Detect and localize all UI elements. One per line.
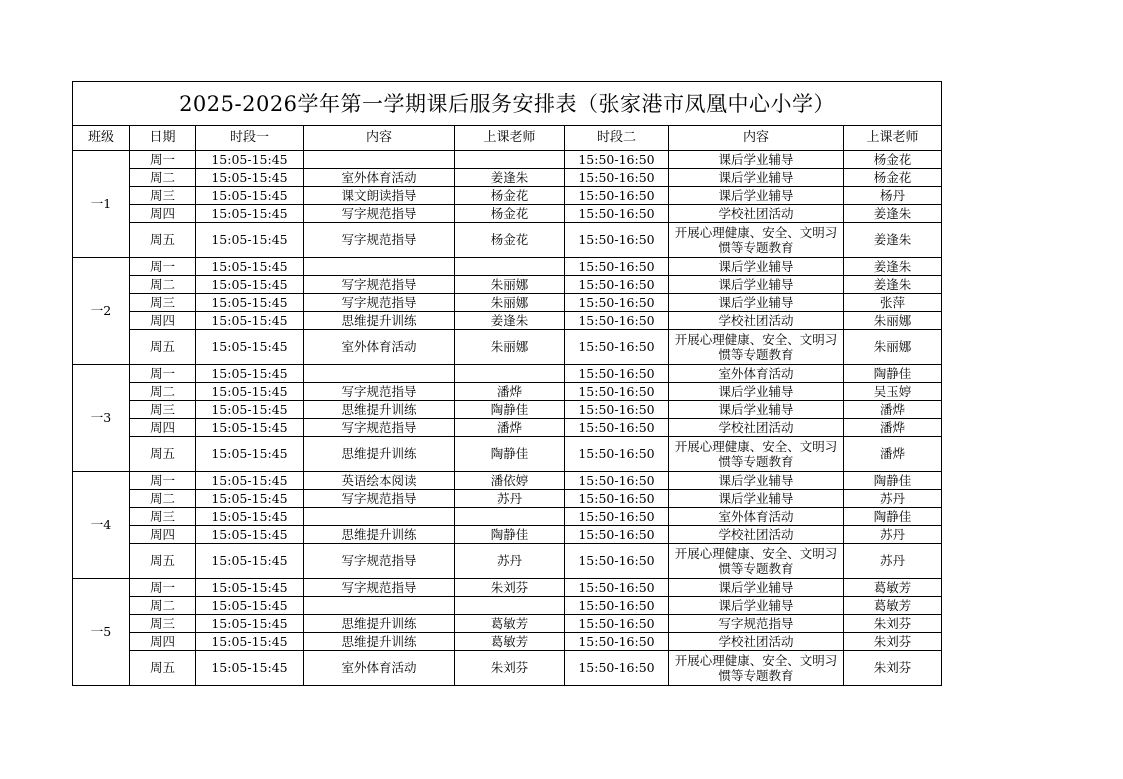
teacher-2-cell: 张萍 bbox=[844, 294, 942, 312]
table-row bbox=[73, 383, 942, 401]
schedule-body bbox=[73, 82, 942, 686]
title-row bbox=[73, 82, 942, 126]
period-1-cell: 15:05-15:45 bbox=[196, 651, 304, 686]
content-2-cell: 室外体育活动 bbox=[669, 508, 844, 526]
period-1-cell: 15:05-15:45 bbox=[196, 383, 304, 401]
teacher-1-cell: 苏丹 bbox=[455, 490, 565, 508]
period-2-cell: 15:50-16:50 bbox=[565, 294, 669, 312]
teacher-1-cell: 葛敏芳 bbox=[455, 633, 565, 651]
teacher-1-cell: 朱丽娜 bbox=[455, 330, 565, 365]
teacher-2-cell: 葛敏芳 bbox=[844, 597, 942, 615]
teacher-2-cell: 苏丹 bbox=[844, 526, 942, 544]
day-cell: 周二 bbox=[130, 383, 196, 401]
day-cell: 周二 bbox=[130, 169, 196, 187]
period-2-cell: 15:50-16:50 bbox=[565, 223, 669, 258]
content-1-cell: 思维提升训练 bbox=[304, 437, 455, 472]
header-class: 班级 bbox=[73, 126, 130, 151]
teacher-2-cell: 朱刘芬 bbox=[844, 651, 942, 686]
teacher-2-cell: 姜逢朱 bbox=[844, 205, 942, 223]
period-2-cell: 15:50-16:50 bbox=[565, 365, 669, 383]
content-2-cell: 开展心理健康、安全、文明习惯等专题教育 bbox=[669, 330, 844, 365]
period-2-cell: 15:50-16:50 bbox=[565, 205, 669, 223]
content-2-cell: 课后学业辅导 bbox=[669, 169, 844, 187]
period-1-cell: 15:05-15:45 bbox=[196, 276, 304, 294]
day-cell: 周一 bbox=[130, 151, 196, 169]
content-1-cell: 写字规范指导 bbox=[304, 579, 455, 597]
day-cell: 周三 bbox=[130, 401, 196, 419]
period-2-cell: 15:50-16:50 bbox=[565, 383, 669, 401]
header-date: 日期 bbox=[130, 126, 196, 151]
teacher-2-cell: 葛敏芳 bbox=[844, 579, 942, 597]
teacher-2-cell: 朱刘芬 bbox=[844, 633, 942, 651]
day-cell: 周五 bbox=[130, 437, 196, 472]
table-row bbox=[73, 365, 942, 383]
teacher-1-cell: 姜逢朱 bbox=[455, 169, 565, 187]
period-2-cell: 15:50-16:50 bbox=[565, 401, 669, 419]
header-period-2: 时段二 bbox=[565, 126, 669, 151]
content-2-cell: 课后学业辅导 bbox=[669, 276, 844, 294]
content-1-cell: 写字规范指导 bbox=[304, 223, 455, 258]
teacher-2-cell: 苏丹 bbox=[844, 544, 942, 579]
teacher-2-cell: 吴玉婷 bbox=[844, 383, 942, 401]
day-cell: 周四 bbox=[130, 312, 196, 330]
period-1-cell: 15:05-15:45 bbox=[196, 258, 304, 276]
content-1-cell bbox=[304, 597, 455, 615]
period-1-cell: 15:05-15:45 bbox=[196, 312, 304, 330]
content-1-cell: 室外体育活动 bbox=[304, 330, 455, 365]
table-row bbox=[73, 579, 942, 597]
day-cell: 周三 bbox=[130, 187, 196, 205]
teacher-1-cell: 杨金花 bbox=[455, 223, 565, 258]
period-1-cell: 15:05-15:45 bbox=[196, 223, 304, 258]
table-row bbox=[73, 472, 942, 490]
period-1-cell: 15:05-15:45 bbox=[196, 490, 304, 508]
table-row bbox=[73, 312, 942, 330]
period-1-cell: 15:05-15:45 bbox=[196, 401, 304, 419]
table-row bbox=[73, 401, 942, 419]
table-row bbox=[73, 151, 942, 169]
teacher-2-cell: 陶静佳 bbox=[844, 508, 942, 526]
teacher-1-cell bbox=[455, 597, 565, 615]
header-row bbox=[73, 126, 942, 151]
day-cell: 周四 bbox=[130, 419, 196, 437]
class-name-cell: 一2 bbox=[73, 258, 130, 365]
table-row bbox=[73, 615, 942, 633]
class-name-cell: 一4 bbox=[73, 472, 130, 579]
period-2-cell: 15:50-16:50 bbox=[565, 615, 669, 633]
header-content-1: 内容 bbox=[304, 126, 455, 151]
content-1-cell: 课文朗读指导 bbox=[304, 187, 455, 205]
period-2-cell: 15:50-16:50 bbox=[565, 187, 669, 205]
period-1-cell: 15:05-15:45 bbox=[196, 615, 304, 633]
day-cell: 周四 bbox=[130, 526, 196, 544]
period-2-cell: 15:50-16:50 bbox=[565, 472, 669, 490]
period-2-cell: 15:50-16:50 bbox=[565, 544, 669, 579]
content-1-cell: 写字规范指导 bbox=[304, 419, 455, 437]
table-row bbox=[73, 294, 942, 312]
table-row bbox=[73, 330, 942, 365]
teacher-1-cell: 葛敏芳 bbox=[455, 615, 565, 633]
teacher-2-cell: 姜逢朱 bbox=[844, 258, 942, 276]
teacher-2-cell: 朱丽娜 bbox=[844, 330, 942, 365]
table-row bbox=[73, 633, 942, 651]
content-2-cell: 开展心理健康、安全、文明习惯等专题教育 bbox=[669, 437, 844, 472]
table-row bbox=[73, 205, 942, 223]
content-2-cell: 课后学业辅导 bbox=[669, 151, 844, 169]
content-2-cell: 学校社团活动 bbox=[669, 419, 844, 437]
content-2-cell: 学校社团活动 bbox=[669, 526, 844, 544]
content-2-cell: 学校社团活动 bbox=[669, 633, 844, 651]
table-row bbox=[73, 419, 942, 437]
content-1-cell bbox=[304, 508, 455, 526]
content-1-cell: 室外体育活动 bbox=[304, 651, 455, 686]
period-2-cell: 15:50-16:50 bbox=[565, 419, 669, 437]
content-1-cell: 思维提升训练 bbox=[304, 401, 455, 419]
teacher-1-cell: 陶静佳 bbox=[455, 401, 565, 419]
content-2-cell: 开展心理健康、安全、文明习惯等专题教育 bbox=[669, 651, 844, 686]
teacher-2-cell: 朱丽娜 bbox=[844, 312, 942, 330]
content-2-cell: 课后学业辅导 bbox=[669, 597, 844, 615]
period-1-cell: 15:05-15:45 bbox=[196, 508, 304, 526]
period-1-cell: 15:05-15:45 bbox=[196, 330, 304, 365]
teacher-1-cell: 陶静佳 bbox=[455, 526, 565, 544]
content-1-cell: 写字规范指导 bbox=[304, 383, 455, 401]
period-2-cell: 15:50-16:50 bbox=[565, 276, 669, 294]
teacher-1-cell bbox=[455, 365, 565, 383]
content-2-cell: 学校社团活动 bbox=[669, 205, 844, 223]
class-name-cell: 一5 bbox=[73, 579, 130, 686]
day-cell: 周三 bbox=[130, 615, 196, 633]
teacher-2-cell: 潘烨 bbox=[844, 419, 942, 437]
teacher-1-cell: 苏丹 bbox=[455, 544, 565, 579]
content-1-cell: 写字规范指导 bbox=[304, 276, 455, 294]
content-1-cell bbox=[304, 151, 455, 169]
period-2-cell: 15:50-16:50 bbox=[565, 151, 669, 169]
content-1-cell bbox=[304, 365, 455, 383]
header-teacher-1: 上课老师 bbox=[455, 126, 565, 151]
header-period-1: 时段一 bbox=[196, 126, 304, 151]
content-1-cell: 思维提升训练 bbox=[304, 633, 455, 651]
content-1-cell: 思维提升训练 bbox=[304, 615, 455, 633]
content-2-cell: 课后学业辅导 bbox=[669, 472, 844, 490]
period-1-cell: 15:05-15:45 bbox=[196, 597, 304, 615]
period-1-cell: 15:05-15:45 bbox=[196, 579, 304, 597]
teacher-1-cell: 潘依婷 bbox=[455, 472, 565, 490]
content-2-cell: 课后学业辅导 bbox=[669, 383, 844, 401]
table-row bbox=[73, 508, 942, 526]
table-row bbox=[73, 651, 942, 686]
period-1-cell: 15:05-15:45 bbox=[196, 419, 304, 437]
content-2-cell: 开展心理健康、安全、文明习惯等专题教育 bbox=[669, 223, 844, 258]
content-2-cell: 课后学业辅导 bbox=[669, 294, 844, 312]
period-2-cell: 15:50-16:50 bbox=[565, 633, 669, 651]
content-1-cell: 写字规范指导 bbox=[304, 205, 455, 223]
period-2-cell: 15:50-16:50 bbox=[565, 312, 669, 330]
day-cell: 周四 bbox=[130, 205, 196, 223]
day-cell: 周三 bbox=[130, 294, 196, 312]
period-2-cell: 15:50-16:50 bbox=[565, 169, 669, 187]
class-name-cell: 一3 bbox=[73, 365, 130, 472]
period-2-cell: 15:50-16:50 bbox=[565, 579, 669, 597]
content-1-cell: 思维提升训练 bbox=[304, 526, 455, 544]
day-cell: 周五 bbox=[130, 544, 196, 579]
table-row bbox=[73, 490, 942, 508]
teacher-1-cell: 杨金花 bbox=[455, 187, 565, 205]
teacher-2-cell: 潘烨 bbox=[844, 401, 942, 419]
teacher-1-cell: 朱刘芬 bbox=[455, 579, 565, 597]
class-name-cell: 一1 bbox=[73, 151, 130, 258]
period-1-cell: 15:05-15:45 bbox=[196, 633, 304, 651]
table-row bbox=[73, 223, 942, 258]
day-cell: 周一 bbox=[130, 472, 196, 490]
day-cell: 周一 bbox=[130, 579, 196, 597]
content-2-cell: 课后学业辅导 bbox=[669, 490, 844, 508]
period-1-cell: 15:05-15:45 bbox=[196, 365, 304, 383]
teacher-1-cell: 姜逢朱 bbox=[455, 312, 565, 330]
period-1-cell: 15:05-15:45 bbox=[196, 205, 304, 223]
teacher-2-cell: 姜逢朱 bbox=[844, 223, 942, 258]
teacher-1-cell: 潘烨 bbox=[455, 419, 565, 437]
period-1-cell: 15:05-15:45 bbox=[196, 526, 304, 544]
content-1-cell bbox=[304, 258, 455, 276]
period-1-cell: 15:05-15:45 bbox=[196, 294, 304, 312]
day-cell: 周四 bbox=[130, 633, 196, 651]
day-cell: 周一 bbox=[130, 258, 196, 276]
period-1-cell: 15:05-15:45 bbox=[196, 187, 304, 205]
period-2-cell: 15:50-16:50 bbox=[565, 258, 669, 276]
day-cell: 周五 bbox=[130, 651, 196, 686]
period-2-cell: 15:50-16:50 bbox=[565, 526, 669, 544]
day-cell: 周一 bbox=[130, 365, 196, 383]
period-1-cell: 15:05-15:45 bbox=[196, 151, 304, 169]
period-2-cell: 15:50-16:50 bbox=[565, 490, 669, 508]
teacher-1-cell bbox=[455, 508, 565, 526]
period-1-cell: 15:05-15:45 bbox=[196, 437, 304, 472]
period-2-cell: 15:50-16:50 bbox=[565, 651, 669, 686]
schedule-title: 2025-2026学年第一学期课后服务安排表（张家港市凤凰中心小学） bbox=[73, 82, 942, 126]
teacher-1-cell: 杨金花 bbox=[455, 205, 565, 223]
content-2-cell: 课后学业辅导 bbox=[669, 258, 844, 276]
teacher-2-cell: 朱刘芬 bbox=[844, 615, 942, 633]
table-row bbox=[73, 526, 942, 544]
teacher-1-cell: 朱丽娜 bbox=[455, 294, 565, 312]
content-1-cell: 室外体育活动 bbox=[304, 169, 455, 187]
content-2-cell: 课后学业辅导 bbox=[669, 187, 844, 205]
teacher-2-cell: 姜逢朱 bbox=[844, 276, 942, 294]
period-1-cell: 15:05-15:45 bbox=[196, 169, 304, 187]
day-cell: 周二 bbox=[130, 490, 196, 508]
teacher-2-cell: 陶静佳 bbox=[844, 472, 942, 490]
table-row bbox=[73, 276, 942, 294]
content-2-cell: 学校社团活动 bbox=[669, 312, 844, 330]
content-1-cell: 英语绘本阅读 bbox=[304, 472, 455, 490]
table-row bbox=[73, 169, 942, 187]
period-2-cell: 15:50-16:50 bbox=[565, 437, 669, 472]
teacher-1-cell bbox=[455, 151, 565, 169]
period-1-cell: 15:05-15:45 bbox=[196, 544, 304, 579]
table-row bbox=[73, 258, 942, 276]
table-row bbox=[73, 597, 942, 615]
table-row bbox=[73, 187, 942, 205]
period-2-cell: 15:50-16:50 bbox=[565, 597, 669, 615]
content-2-cell: 课后学业辅导 bbox=[669, 579, 844, 597]
teacher-1-cell: 潘烨 bbox=[455, 383, 565, 401]
teacher-2-cell: 苏丹 bbox=[844, 490, 942, 508]
teacher-2-cell: 陶静佳 bbox=[844, 365, 942, 383]
teacher-2-cell: 杨丹 bbox=[844, 187, 942, 205]
teacher-1-cell: 朱丽娜 bbox=[455, 276, 565, 294]
content-2-cell: 写字规范指导 bbox=[669, 615, 844, 633]
header-teacher-2: 上课老师 bbox=[844, 126, 942, 151]
schedule-table bbox=[72, 81, 942, 686]
day-cell: 周二 bbox=[130, 276, 196, 294]
day-cell: 周五 bbox=[130, 223, 196, 258]
day-cell: 周五 bbox=[130, 330, 196, 365]
teacher-1-cell: 陶静佳 bbox=[455, 437, 565, 472]
teacher-1-cell: 朱刘芬 bbox=[455, 651, 565, 686]
teacher-2-cell: 杨金花 bbox=[844, 169, 942, 187]
content-2-cell: 室外体育活动 bbox=[669, 365, 844, 383]
period-2-cell: 15:50-16:50 bbox=[565, 330, 669, 365]
content-1-cell: 思维提升训练 bbox=[304, 312, 455, 330]
day-cell: 周二 bbox=[130, 597, 196, 615]
content-2-cell: 课后学业辅导 bbox=[669, 401, 844, 419]
period-1-cell: 15:05-15:45 bbox=[196, 472, 304, 490]
table-row bbox=[73, 437, 942, 472]
content-1-cell: 写字规范指导 bbox=[304, 544, 455, 579]
content-1-cell: 写字规范指导 bbox=[304, 294, 455, 312]
day-cell: 周三 bbox=[130, 508, 196, 526]
header-content-2: 内容 bbox=[669, 126, 844, 151]
period-2-cell: 15:50-16:50 bbox=[565, 508, 669, 526]
table-row bbox=[73, 544, 942, 579]
content-1-cell: 写字规范指导 bbox=[304, 490, 455, 508]
teacher-1-cell bbox=[455, 258, 565, 276]
content-2-cell: 开展心理健康、安全、文明习惯等专题教育 bbox=[669, 544, 844, 579]
teacher-2-cell: 潘烨 bbox=[844, 437, 942, 472]
teacher-2-cell: 杨金花 bbox=[844, 151, 942, 169]
